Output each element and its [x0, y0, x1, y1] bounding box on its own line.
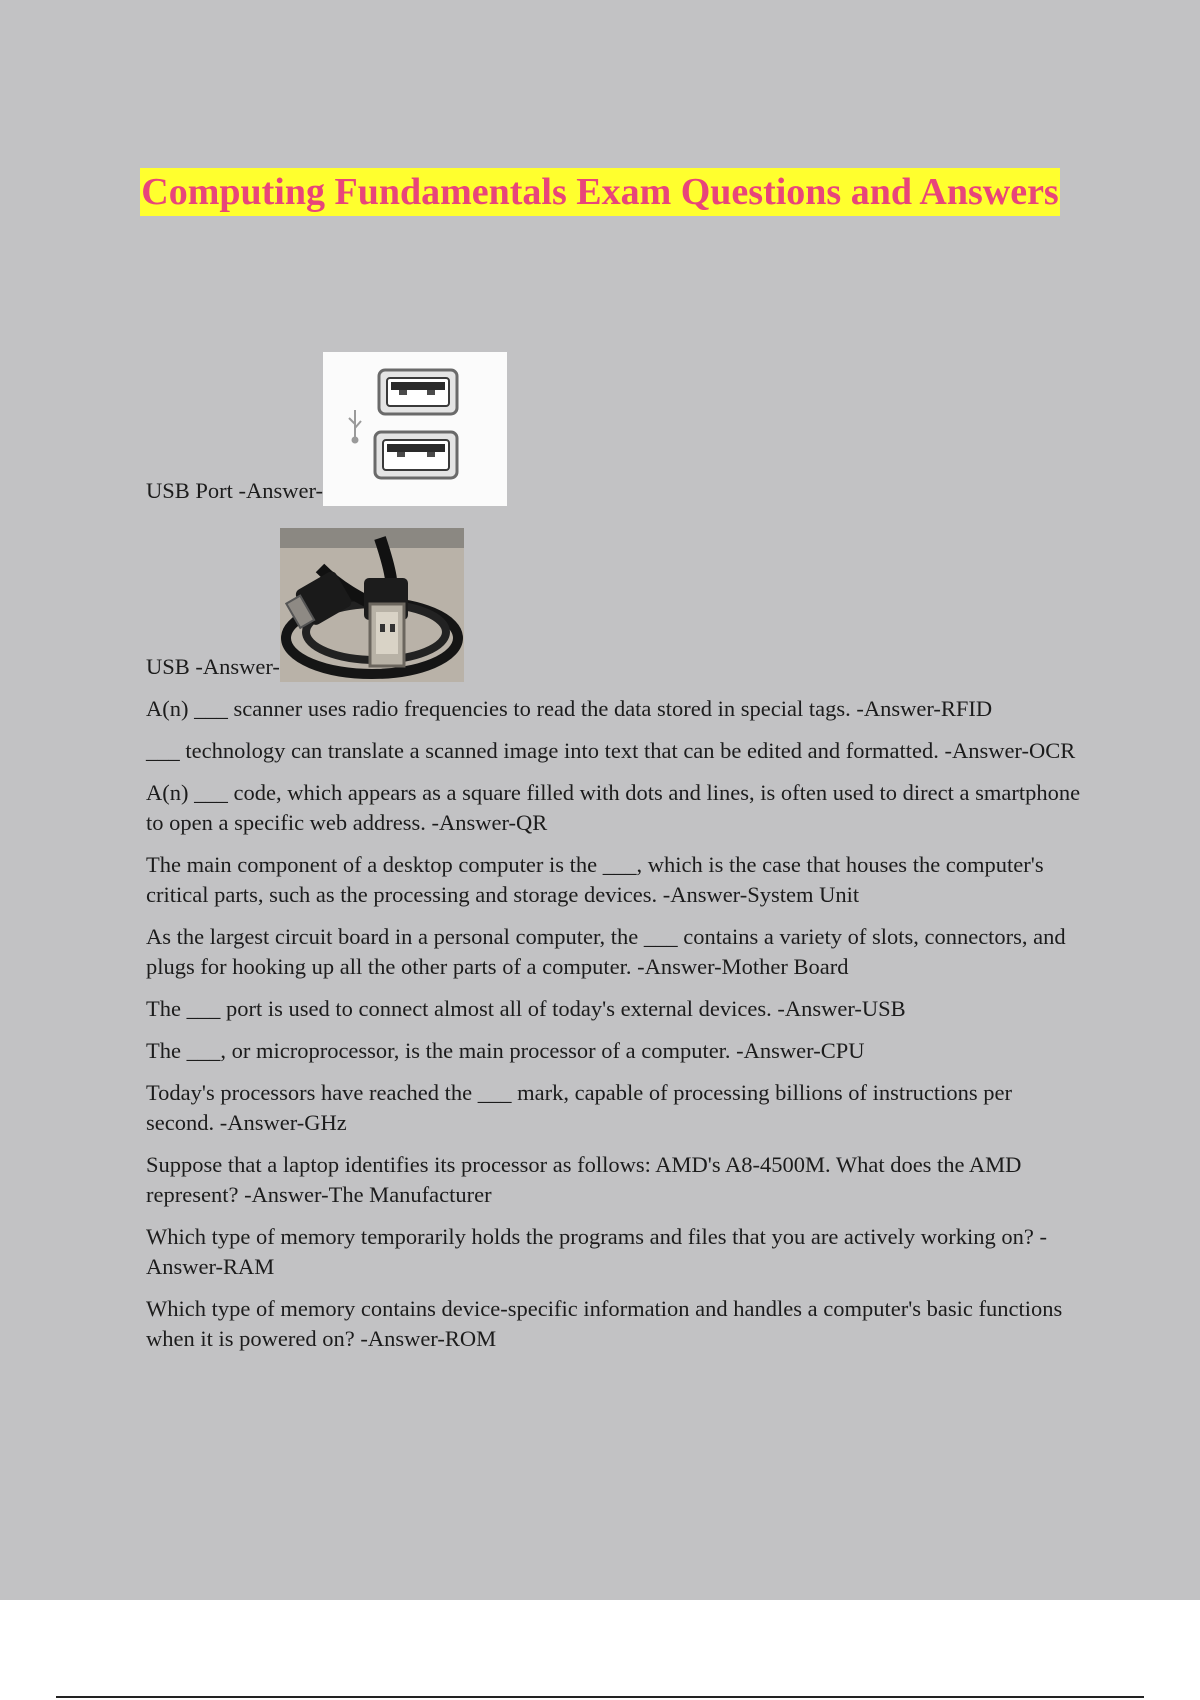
usb-cable-label: USB -Answer- — [146, 654, 280, 679]
image-item-usb-cable — [146, 528, 1081, 682]
qa-item: Today's processors have reached the ___ mark, capable of processing billions of instructions per second. -Answer-GHz — [146, 1080, 1012, 1135]
qa-item: The ___ port is used to connect almost all of today's external devices. -Answer-USB — [146, 996, 906, 1021]
usb-cable-photo-icon — [280, 528, 464, 682]
usb-port-label: USB Port -Answer- — [146, 478, 324, 503]
qa-item: As the largest circuit board in a personal computer, the ___ contains a variety of slots, connectors, and plugs for hooking up all the other parts of a computer. -Answer-Mother Board — [146, 924, 1066, 979]
usb-port-photo-icon — [323, 352, 507, 506]
document-title: Computing Fundamentals Exam Questions and Answers — [140, 168, 1059, 216]
qa-item: A(n) ___ scanner uses radio frequencies to read the data stored in special tags. -Answer-RFID — [146, 696, 993, 721]
title-block — [0, 168, 1200, 216]
qa-item: Which type of memory temporarily holds the programs and files that you are actively working on? -Answer-RAM — [146, 1224, 1047, 1279]
qa-item: The ___, or microprocessor, is the main processor of a computer. -Answer-CPU — [146, 1038, 865, 1063]
image-item-usb-port — [146, 352, 1081, 506]
qa-item: ___ technology can translate a scanned image into text that can be edited and formatted. -Answer-OCR — [146, 738, 1076, 763]
qa-item: A(n) ___ code, which appears as a square filled with dots and lines, is often used to direct a smartphone to open a specific web address. -Answer-QR — [146, 780, 1081, 835]
footer-divider — [56, 1696, 1144, 1698]
qa-item: The main component of a desktop computer is the ___, which is the case that houses the computer's critical parts, such as the processing and storage devices. -Answer-System Unit — [146, 852, 1044, 907]
qa-item: Suppose that a laptop identifies its processor as follows: AMD's A8-4500M. What does the AMD represent? -Answer-The Manufacturer — [146, 1152, 1022, 1207]
document-body — [146, 352, 1081, 1354]
qa-item: Which type of memory contains device-specific information and handles a computer's basic functions when it is powered on? -Answer-ROM — [146, 1296, 1063, 1351]
